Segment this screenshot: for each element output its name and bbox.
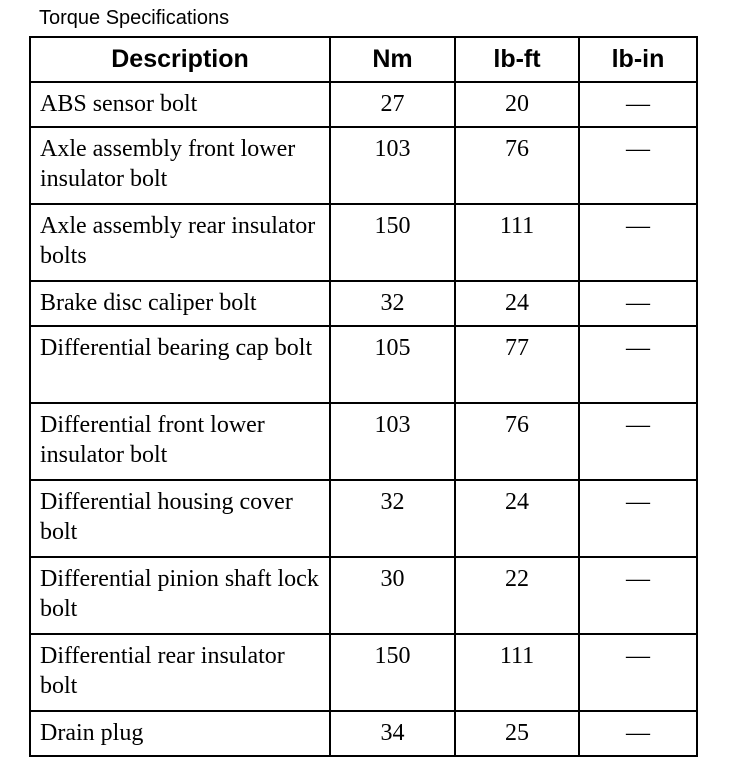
table-row xyxy=(30,557,697,634)
description-cell: Axle assembly rear insulator bolts xyxy=(30,204,330,281)
lb-ft-cell: 20 xyxy=(455,82,579,127)
lb-in-cell: — xyxy=(579,127,697,204)
table-row xyxy=(30,634,697,711)
table-caption: Torque Specifications xyxy=(39,7,230,29)
table-row xyxy=(30,127,697,204)
torque-specifications-table xyxy=(29,36,698,757)
lb-ft-cell: 111 xyxy=(455,204,579,281)
description-cell: Differential housing cover bolt xyxy=(30,480,330,557)
lb-in-cell: — xyxy=(579,480,697,557)
lb-in-cell: — xyxy=(579,204,697,281)
description-cell: Differential rear insulator bolt xyxy=(30,634,330,711)
nm-cell: 27 xyxy=(330,82,455,127)
nm-cell: 105 xyxy=(330,326,455,403)
lb-ft-cell: 24 xyxy=(455,281,579,326)
lb-in-cell: — xyxy=(579,634,697,711)
column-header-lb-in: lb-in xyxy=(579,37,697,82)
column-header-lb-ft: lb-ft xyxy=(455,37,579,82)
nm-cell: 103 xyxy=(330,127,455,204)
lb-in-cell: — xyxy=(579,711,697,756)
lb-ft-cell: 76 xyxy=(455,127,579,204)
lb-ft-cell: 77 xyxy=(455,326,579,403)
description-cell: Drain plug xyxy=(30,711,330,756)
table-row xyxy=(30,711,697,756)
nm-cell: 32 xyxy=(330,281,455,326)
table-row xyxy=(30,326,697,403)
description-cell: ABS sensor bolt xyxy=(30,82,330,127)
table-row xyxy=(30,204,697,281)
description-cell: Differential pinion shaft lock bolt xyxy=(30,557,330,634)
nm-cell: 150 xyxy=(330,634,455,711)
description-cell: Axle assembly front lower insulator bolt xyxy=(30,127,330,204)
column-header-description: Description xyxy=(30,37,330,82)
lb-ft-cell: 76 xyxy=(455,403,579,480)
lb-ft-cell: 111 xyxy=(455,634,579,711)
lb-ft-cell: 22 xyxy=(455,557,579,634)
lb-in-cell: — xyxy=(579,326,697,403)
table-row xyxy=(30,403,697,480)
lb-ft-cell: 24 xyxy=(455,480,579,557)
table-row xyxy=(30,82,697,127)
lb-in-cell: — xyxy=(579,281,697,326)
lb-in-cell: — xyxy=(579,82,697,127)
nm-cell: 30 xyxy=(330,557,455,634)
lb-in-cell: — xyxy=(579,557,697,634)
table-row xyxy=(30,480,697,557)
description-cell: Brake disc caliper bolt xyxy=(30,281,330,326)
nm-cell: 150 xyxy=(330,204,455,281)
nm-cell: 34 xyxy=(330,711,455,756)
lb-in-cell: — xyxy=(579,403,697,480)
table-row xyxy=(30,281,697,326)
description-cell: Differential front lower insulator bolt xyxy=(30,403,330,480)
lb-ft-cell: 25 xyxy=(455,711,579,756)
column-header-nm: Nm xyxy=(330,37,455,82)
nm-cell: 32 xyxy=(330,480,455,557)
header-row xyxy=(30,37,697,82)
description-cell: Differential bearing cap bolt xyxy=(30,326,330,403)
nm-cell: 103 xyxy=(330,403,455,480)
